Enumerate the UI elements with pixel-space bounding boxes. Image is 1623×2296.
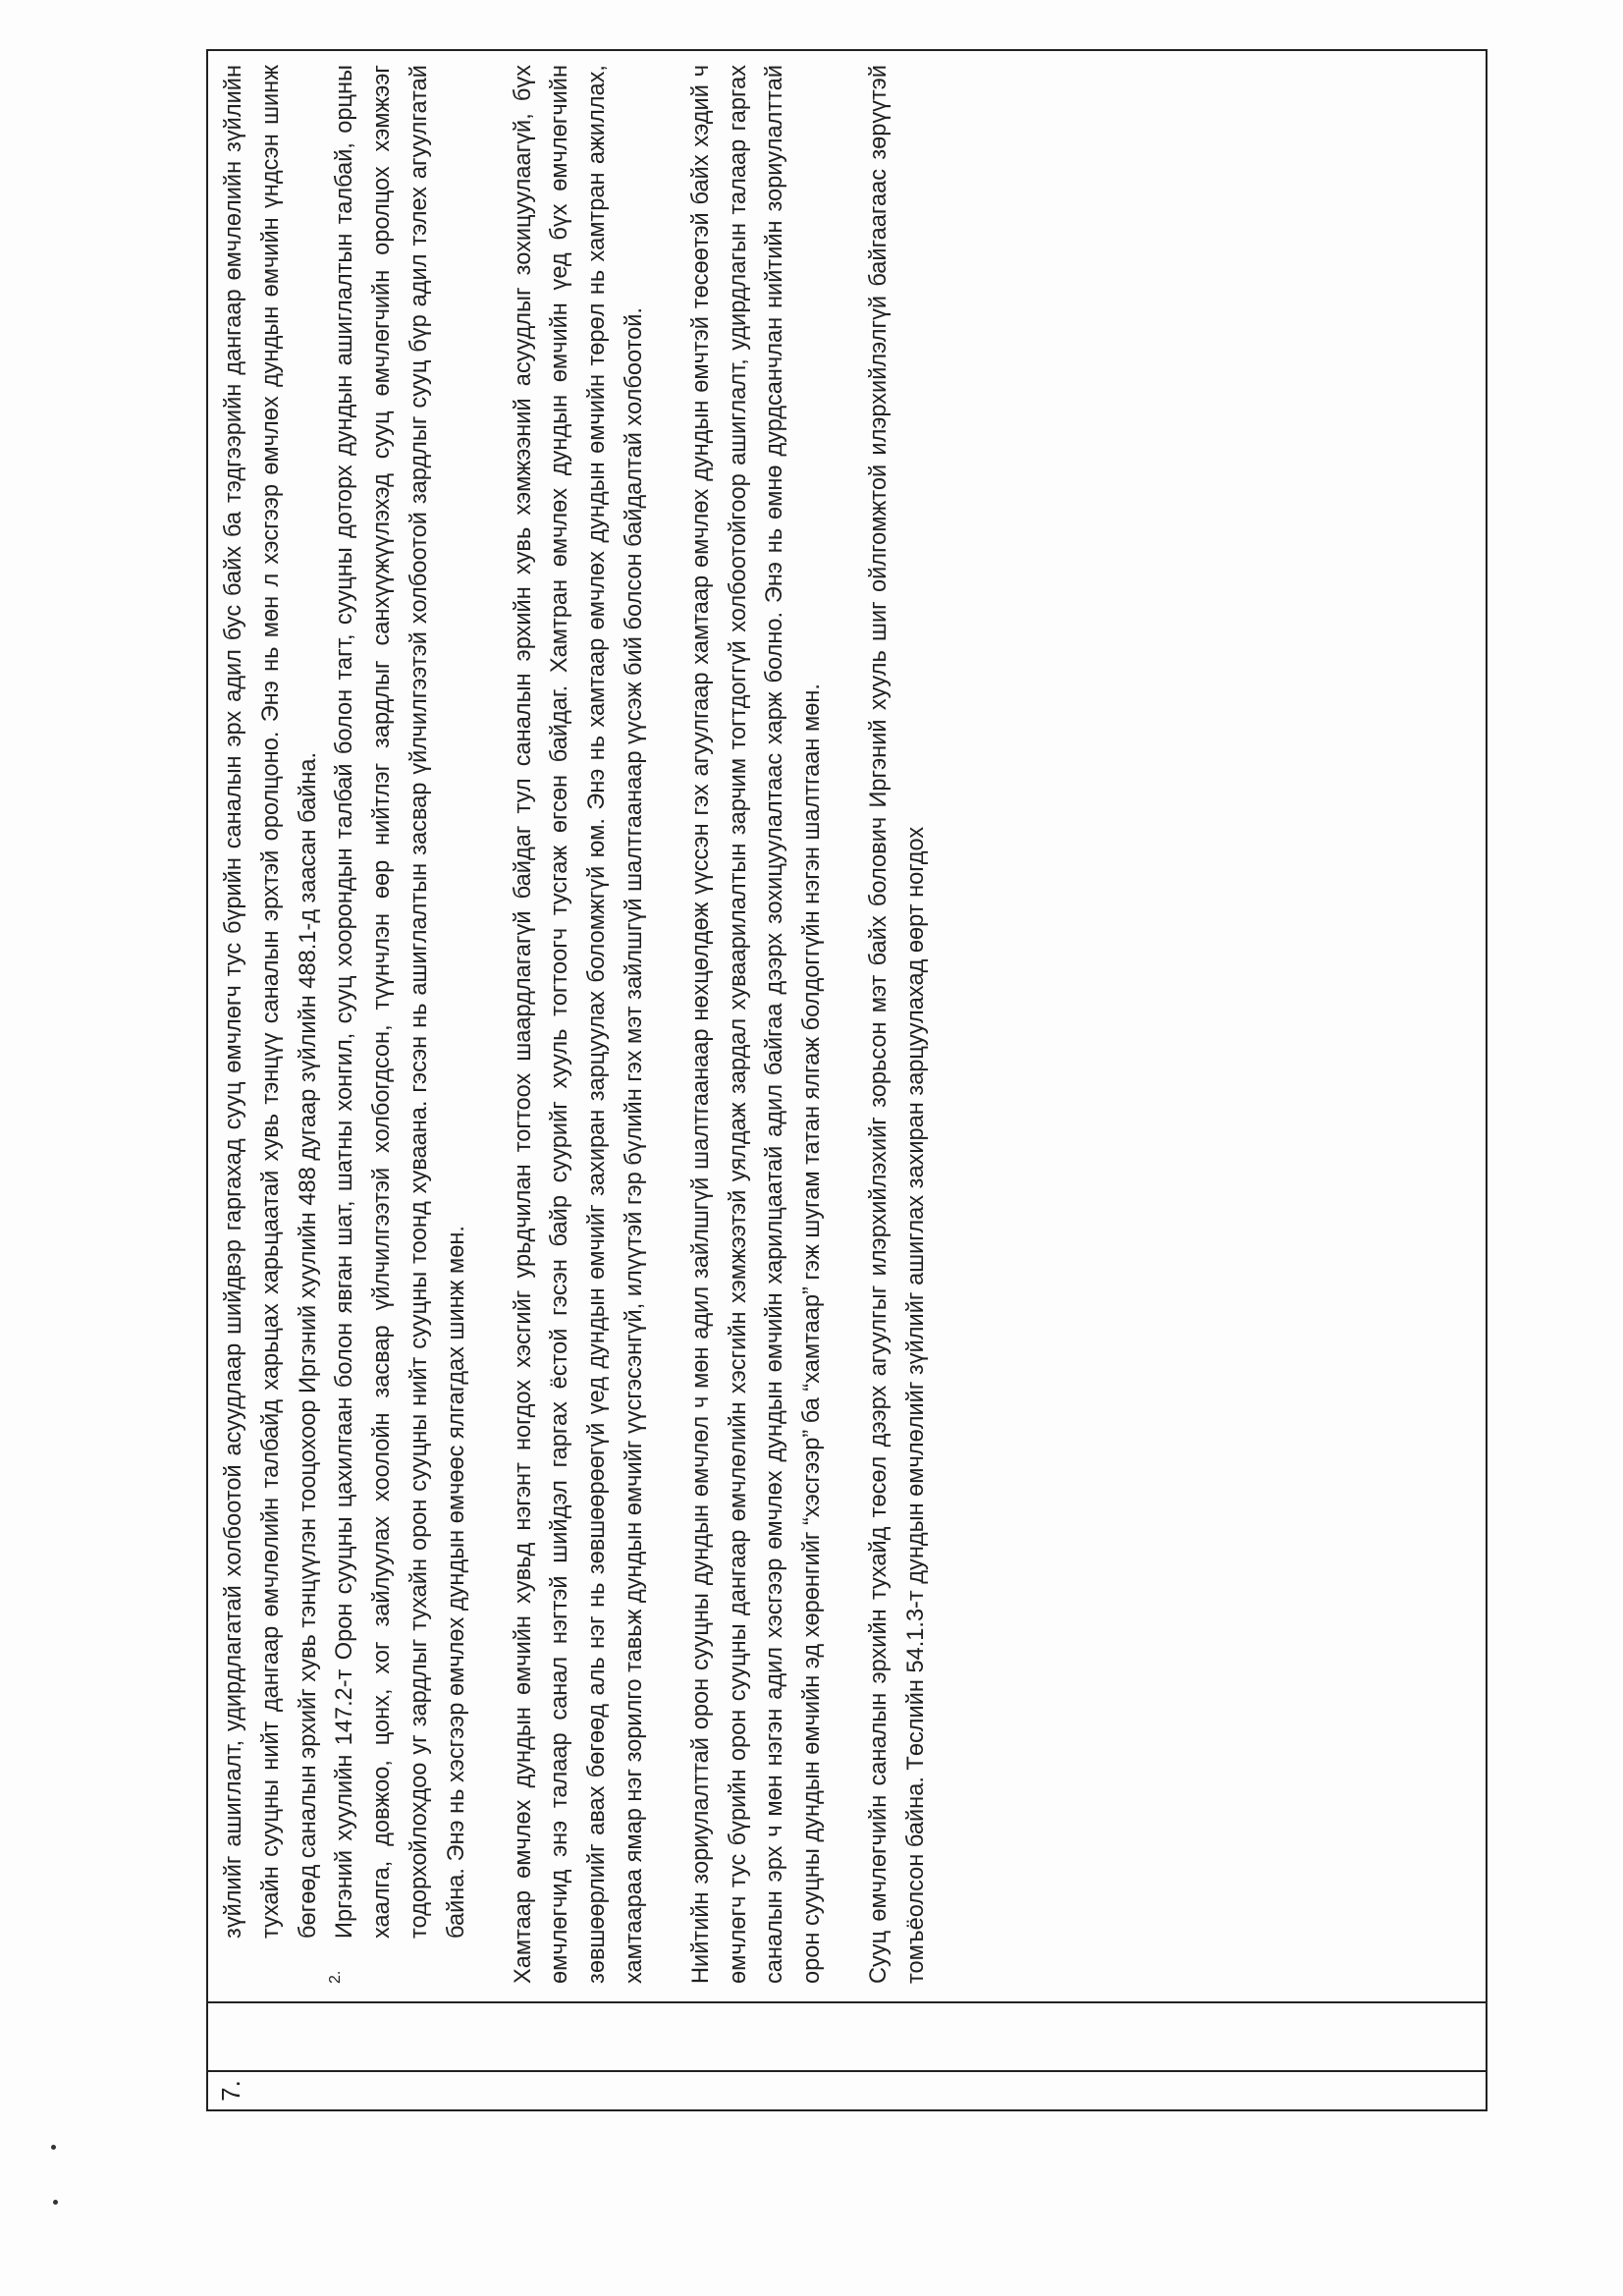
- paragraph-joint-ownership: Хамтаар өмчлөх дундын өмчийн хувьд нэгэнт ногдох хэсгийг урьдчилан тогтоох шаардлагагүй байдаг тул саналын эрхийн хувь хэмжээний асуудлыг зохицуулаагүй, бүх өмчлөгчид энэ талаар санал нэгтэй шийдэл гаргах ёстой гэсэн байр суурийг хууль тогтоогч тусгаж өгсөн байдаг. Хамтран өмчлөх дундын өмчийн үед бүх өмчлөгчийн зөвшөөрлийг авах бөгөөд аль нэг нь зөвшөөрөөгүй үед дундын өмчийг захиран зарцуулах боломжгүй юм. Энэ нь хамтаар өмчлөх дундын өмчийн төрөл нь хамтран ажиллах, хамтаараа ямар нэг зорилго тавьж дундын өмчийг үүсгэсэнгүй, илүүтэй гэр бүлийн гэх мэт зайлшгүй шалтгаанаар үүсэж бий болсон байдалтай холбоотой.: [510, 65, 647, 1984]
- numbered-item-2: [327, 65, 475, 1984]
- item-2-text: Иргэний хуулийн 147.2-т Орон сууцны цахилгаан болон явган шат, шатны хонгил, сууц хоорондын талбай болон тагт, сууцны доторх дундын ашиглалтын талбай, орцны хаалга, довжоо, цонх, хог зайлуулах хоолойн засвар үйлчилгээтэй холбогдсон, түүнчлэн өөр нийтлэг зардлыг санхүүжүүлэхэд сууц өмчлөгчийн оролцох хэмжээг тодорхойлохдоо уг зардлыг тухайн орон сууцны нийт сууцны тоонд хуваана. гэсэн нь ашиглалтын засвар үйлчилгээтэй холбоотой зардлыг сууц бүр адил тэлех агуулгатай байна. Энэ нь хэсгээр өмчлөх дундын өмчөөс ялгагдах шинж мөн.: [332, 65, 469, 1939]
- content-cell: [207, 50, 1487, 2002]
- scan-speck: [53, 2200, 58, 2205]
- paragraph-public-housing: Нийтийн зориулалттай орон сууцны дундын өмчлөл ч мөн адил зайлшгүй шалтгаанаар нөхцөлдөж үүссэн гэх агуулгаар хамтаар өмчлөх дундын өмчтэй төсөөтэй байх хэдий ч өмчлөгч тус бүрийн орон сууцны дангаар өмчлөлийн хэсгийн хэмжээтэй уялдаж зардал хуваарилалтын зарчим тогтдоггүй холбоотойгоор ашиглалт, удирдлагын талаар гаргах саналын эрх ч мөн нэгэн адил хэсгээр өмчлөх дундын өмчийн харилцаатай адил байгаа дээрх зохицуулалтаас харж болно. Энэ нь өмнө дурдсанчлан нийтийн зориулалттай орон сууцны дундын өмчийн эд хөрөнгийг “хэсгээр” ба “хамтаар” гэж шугам татан ялгаж болдоггүйн нэгэн шалтгаан мөн.: [687, 65, 826, 1984]
- empty-cell: [207, 2002, 1487, 2071]
- paragraph-continued: зүйлийг ашиглалт, удирдлагатай холбоотой асуудлаар шийдвэр гаргахад сууц өмчлөгч тус бүрийн саналын эрх адил бус байх ба тэдгээрийн дангаар өмчлөлийн зүйлийн тухайн сууцны нийт дангаар өмчлөлийн талбайд харьцах харьцаатай хувь тэнцүү саналын эрхтэй оролцоно. Энэ нь мөн л хэсгээр өмчлөх дундын өмчийн үндсэн шинж бөгөөд саналын эрхийг хувь тэнцүүлэн тооцохоор Иргэний хуулийн 488 дугаар зүйлийн 488.1-д заасан байна.: [221, 65, 321, 1939]
- paragraph-voting-rights: Сууц өмчлөгчийн саналын эрхийн тухайд төсөл дээрх агуулгыг илэрхийлэхийг зорьсон мэт байх болович Иргэний хууль шиг ойлгомжтой илэрхийлэлгүй байгаагаас зөрүүтэй томъёолсон байна. Төслийн 54.1.3-т дундын өмчлөлийг зүйлийг ашиглах захиран зарцуулахад өөрт ногдох: [865, 65, 929, 1984]
- row-number-cell: [207, 2071, 1487, 2110]
- rotated-table-page: [206, 49, 1488, 2111]
- row-number: 7.: [216, 2080, 245, 2102]
- scan-speck: [51, 2145, 56, 2150]
- table-row: [207, 50, 1487, 2110]
- document-table: [206, 49, 1488, 2111]
- item-marker: 2.: [327, 1970, 345, 1984]
